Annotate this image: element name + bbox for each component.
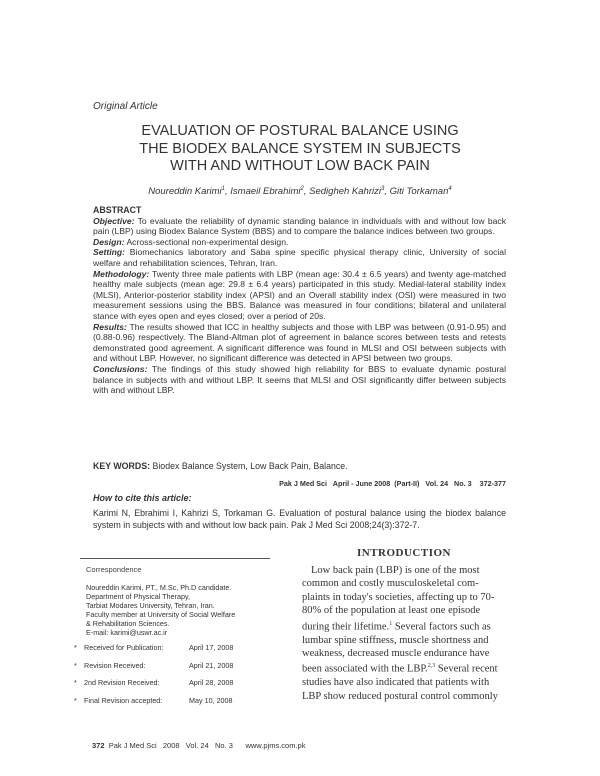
page-footer [92,741,305,750]
date-label: Final Revision accepted: [84,695,163,705]
title-line-1: EVALUATION OF POSTURAL BALANCE USING [141,123,459,139]
design-text: Across-sectional non-experimental design. [126,236,289,247]
date-row [74,643,274,661]
author-name: Ismaeil Ebrahimi [230,186,301,198]
abstract-objective [93,216,506,237]
setting-text: Biomechanics laboratory and Saba spine specific physical therapy clinic, University of social welfare and rehabilitation sciences, Tehran, Iran. [93,247,506,268]
correspondence-line: Tarbiat Modares University, Tehran, Iran. [86,600,215,610]
article-title [0,123,600,176]
intro-line: studies have also indicated that patients with [302,677,490,689]
article-type: Original Article [93,101,158,112]
abstract-setting [93,247,506,268]
date-value: April 21, 2008 [189,660,234,670]
date-row [74,661,274,679]
footer-journal: Pak J Med Sci 2008 Vol. 24 No. 3 [108,741,233,750]
correspondence-heading: Correspondence [86,565,142,574]
author-name: Sedigheh Kahrizi [309,186,381,198]
intro-text: Several factors such as [392,621,491,633]
intro-text: Several recent [435,663,498,675]
date-row [74,696,274,714]
correspondence-line: Faculty member at University of Social Welfare [86,609,236,619]
intro-text: during their lifetime. [302,621,390,633]
citation-ref: 1 [389,620,393,627]
date-label: 2nd Revision Received: [84,678,160,687]
citation-ref: 2,3 [427,663,436,670]
bullet-icon: * [74,660,77,670]
intro-line: weakness, decreased muscle endurance have [302,647,490,659]
date-value: May 10, 2008 [189,695,233,705]
title-line-2: THE BIODEX BALANCE SYSTEM IN SUBJECTS [139,140,461,157]
date-row [74,678,274,696]
submission-dates [74,643,274,713]
author-name: Giti Torkaman [389,186,449,198]
introduction-body [302,564,506,703]
intro-line: lumbar spine stiffness, muscle shortness and [302,634,489,646]
abstract-design [93,237,506,248]
abstract-methodology [93,269,506,322]
author-list: Noureddin Karimi$^1$, Ismaeil Ebrahimi$^2$, Sedigheh Kahrizi$^3$, Giti Torkaman$^4$ [148,186,452,198]
design-label: Design: [93,236,125,247]
cite-heading: How to cite this article: [93,493,192,503]
cite-text: Karimi N, Ebrahimi I, Kahrizi S, Torkaman G. Evaluation of postural balance using the biodex balance system in subjects with and without low back pain. Pak J Med Sci 2008;24(3):372-7. [93,508,506,530]
date-value: April 17, 2008 [189,643,234,652]
intro-line: common and costly musculoskeletal com- [302,578,479,590]
abstract-conclusions [93,364,506,396]
correspondence-line: Department of Physical Therapy, [86,591,190,601]
intro-text: been associated with the LBP. [302,663,428,675]
intro-line [302,618,506,634]
correspondence-address [86,584,271,637]
intro-line: Low back pain (LBP) is one of the most [311,565,480,576]
page-number: 372 [92,741,105,750]
correspondence-line: & Rehabilitation Sciences. [86,618,170,628]
journal-citation-line: Pak J Med Sci April - June 2008 (Part-II) Vol. 24 No. 3 372-377 [279,479,506,488]
author-affiliation: 2 [300,186,304,192]
results-text: The results showed that ICC in healthy subjects and those with LBP was between (0.91-0.95) and (0.88-0.96) respectively. The Bland-Altman plot of agreement in balance scores between tests and retests demonstrated good agreement. A significant difference was found in MLSI and OSI between subjects with and without LBP. However, no significant difference was detected in APSI between two groups. [93,321,507,364]
conclusions-label: Conclusions: [93,363,148,374]
keywords-label: KEY WORDS: [93,461,151,471]
conclusions-text: The findings of this study showed high reliability for BBS to evaluate dynamic postural balance in subjects with and without LBP. It seems that MLSI and OSI significantly differ between subjects with and without LBP. [93,363,506,396]
methodology-label: Methodology: [93,268,150,279]
intro-line: 80% of the population at least one episode [302,605,481,617]
author-name: Noureddin Karimi [148,186,222,198]
correspondence-line: Noureddin Karimi, PT., M.Sc, Ph.D candidate. [86,583,232,592]
title-line-3: WITH AND WITHOUT LOW BACK PAIN [170,158,430,174]
bullet-icon: * [74,643,77,652]
introduction-heading: INTRODUCTION [356,547,451,559]
methodology-text: Twenty three male patients with LBP (mean age: 30.4 ± 6.5 years) and twenty age-matched healthy male subjects (mean age: 29.8 ± 6.4 years) participated in this study. Medial-lateral stability index (MLSI), Anterior-posterior stability index (APSI) and an Overall stability index (OSI) were measured in two measurement sessions using the BBS. Balance was measured in four conditions; bilateral and unilateral stance with eyes open and eyes closed; over a period of 20s. [93,268,507,321]
author-affiliation: 3 [380,186,385,192]
footer-url: www.pjms.com.pk [245,741,306,750]
results-label: Results: [93,321,127,332]
abstract [93,205,506,396]
correspondence-email: E-mail: karimi@uswr.ac.ir [86,627,168,637]
keywords-text: Biodex Balance System, Low Back Pain, Balance. [152,461,348,471]
author-affiliation: 1 [221,186,226,192]
footnote-divider [80,558,270,559]
bullet-icon: * [74,678,77,687]
abstract-heading: ABSTRACT [93,205,142,215]
intro-line [302,660,506,676]
date-label: Received for Publication: [84,643,164,652]
bullet-icon: * [74,695,77,705]
setting-label: Setting: [93,247,125,258]
author-affiliation: 4 [448,186,452,192]
abstract-results [93,322,506,364]
objective-text: To evaluate the reliability of dynamic standing balance in individuals with and without low back pain (LBP) using Biodex Balance System (BBS) and to compare the balance indices between two groups. [93,215,506,237]
date-value: April 28, 2008 [189,678,234,687]
objective-label: Objective: [93,215,135,226]
intro-line: plaints in today's societies, affecting up to 70- [302,591,495,603]
keywords [93,461,348,471]
date-label: Revision Received: [84,660,146,670]
intro-line: LBP show reduced postural control commonly [302,690,498,702]
